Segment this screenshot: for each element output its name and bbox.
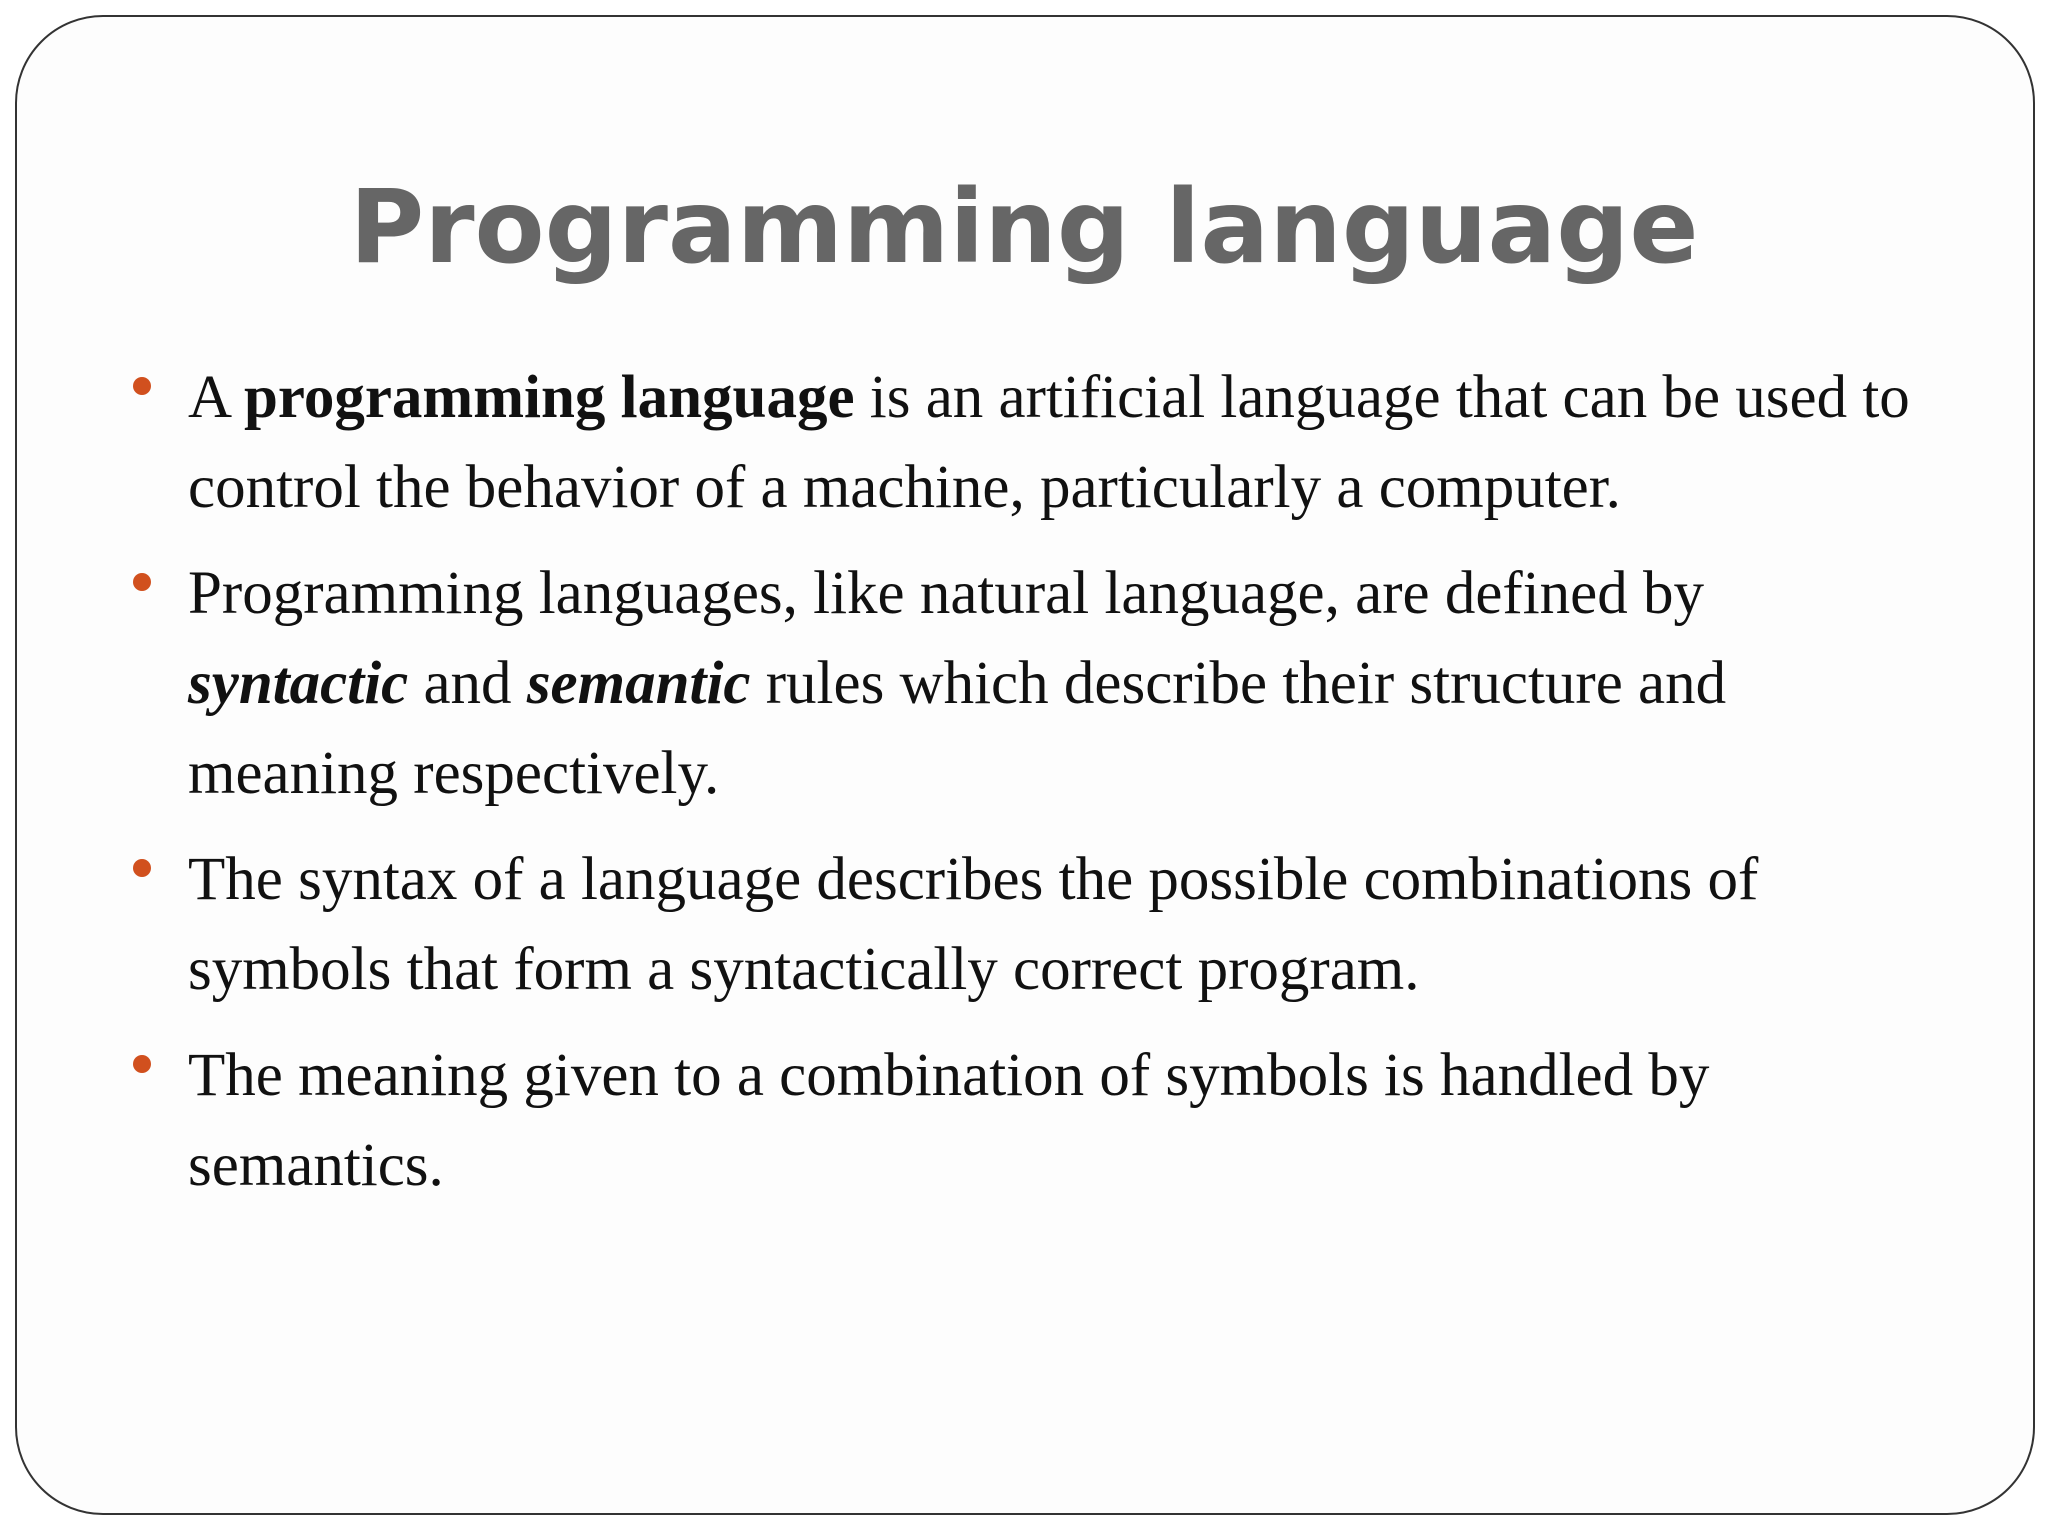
bullet-list bbox=[0, 353, 2048, 1227]
bullet-dot-icon bbox=[133, 1055, 151, 1073]
bullet-text-segment: Programming languages, like natural language, are defined by bbox=[188, 560, 1705, 627]
bullet-dot-icon bbox=[133, 377, 151, 395]
bullet-item bbox=[0, 353, 2048, 533]
bullet-text-bold: programming language bbox=[243, 364, 855, 431]
bullet-item bbox=[0, 549, 2048, 819]
bullet-item bbox=[0, 1031, 2048, 1211]
bullet-dot-icon bbox=[133, 573, 151, 591]
bullet-text-segment: is an artificial language that can be used to control the behavior of a machine, particularly a computer. bbox=[188, 364, 1910, 521]
bullet-text-segment: The meaning given to a combination of symbols is handled by semantics. bbox=[188, 1042, 1710, 1199]
bullet-text-segment: and bbox=[408, 650, 527, 717]
bullet-text-segment: A bbox=[188, 364, 244, 431]
slide-title: Programming language bbox=[349, 168, 1699, 287]
bullet-text-segment: rules which describe their structure and meaning respectively. bbox=[188, 650, 1727, 807]
bullet-text-segment: The syntax of a language describes the possible combinations of symbols that form a syntactically correct program. bbox=[188, 846, 1759, 1003]
bullet-item bbox=[0, 835, 2048, 1015]
bullet-text-bold-italic: semantic bbox=[526, 650, 751, 717]
bullet-text-bold-italic: syntactic bbox=[188, 650, 409, 717]
bullet-dot-icon bbox=[133, 859, 151, 877]
